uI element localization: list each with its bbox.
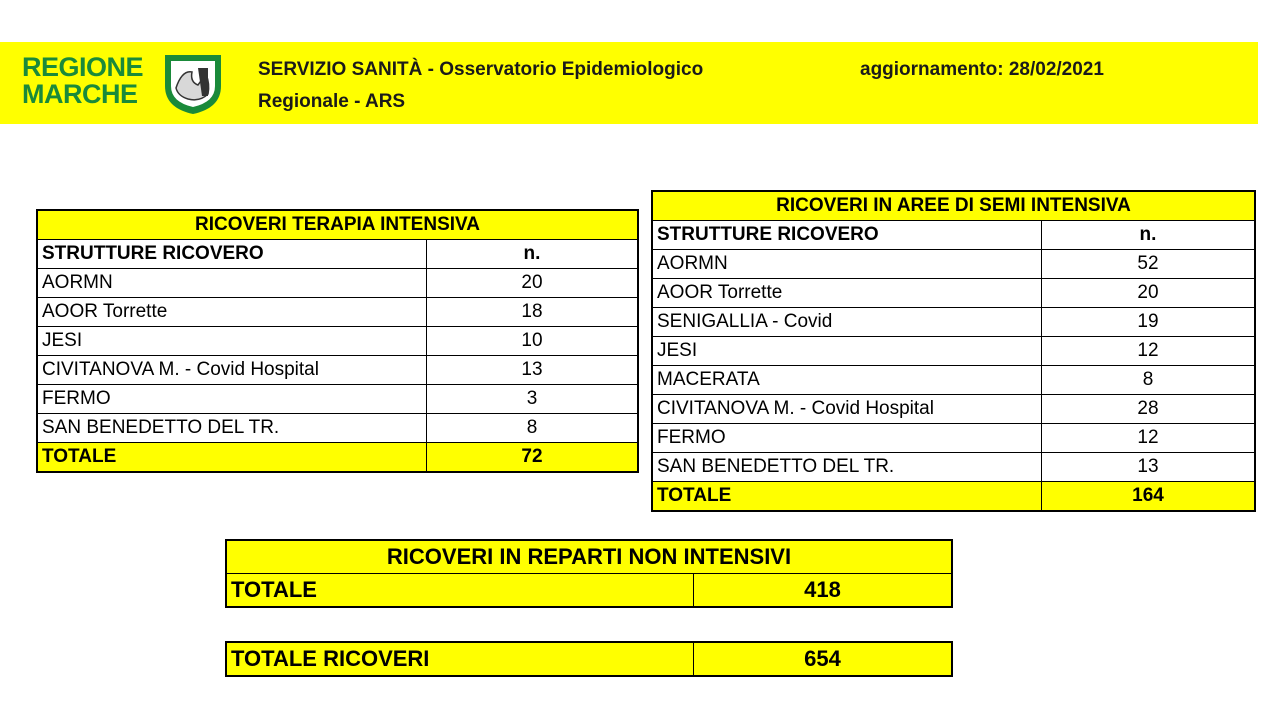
table-row xyxy=(37,414,638,443)
struttura-name: SENIGALLIA - Covid xyxy=(652,308,1042,337)
struttura-count: 28 xyxy=(1042,395,1256,424)
table-row xyxy=(652,424,1255,453)
update-date: aggiornamento: 28/02/2021 xyxy=(860,59,1104,80)
table-row xyxy=(37,385,638,414)
total-row xyxy=(652,482,1255,512)
struttura-count: 20 xyxy=(1042,279,1256,308)
logo-text xyxy=(22,54,143,108)
logo-line2: MARCHE xyxy=(22,79,138,109)
table-row xyxy=(652,366,1255,395)
struttura-name: FERMO xyxy=(37,385,427,414)
struttura-count: 18 xyxy=(427,298,639,327)
total-row xyxy=(226,574,952,608)
struttura-name: CIVITANOVA M. - Covid Hospital xyxy=(37,356,427,385)
struttura-name: AORMN xyxy=(37,269,427,298)
struttura-count: 20 xyxy=(427,269,639,298)
logo-line1: REGIONE xyxy=(22,52,144,82)
col-header-struttura: STRUTTURE RICOVERO xyxy=(652,221,1042,250)
title-line1: SERVIZIO SANITÀ - Osservatorio Epidemiologico xyxy=(258,59,704,80)
total-label: TOTALE xyxy=(652,482,1042,512)
table-title: RICOVERI IN AREE DI SEMI INTENSIVA xyxy=(652,191,1255,221)
shield-emblem-icon xyxy=(162,52,224,116)
table-row xyxy=(37,298,638,327)
struttura-count: 19 xyxy=(1042,308,1256,337)
title-line2: Regionale - ARS xyxy=(258,91,406,112)
totale-ricoveri-table xyxy=(225,641,953,677)
table-row xyxy=(652,395,1255,424)
struttura-count: 8 xyxy=(427,414,639,443)
total-value: 418 xyxy=(694,574,953,608)
table-row xyxy=(652,279,1255,308)
total-label: TOTALE xyxy=(226,574,694,608)
regione-marche-logo xyxy=(22,52,232,116)
struttura-count: 10 xyxy=(427,327,639,356)
table-row xyxy=(37,269,638,298)
struttura-name: CIVITANOVA M. - Covid Hospital xyxy=(652,395,1042,424)
total-label: TOTALE xyxy=(37,443,427,473)
table-row xyxy=(652,308,1255,337)
header-banner xyxy=(0,42,1258,124)
col-header-n: n. xyxy=(427,240,639,269)
table-title: RICOVERI TERAPIA INTENSIVA xyxy=(37,210,638,240)
terapia-intensiva-table xyxy=(36,209,639,473)
col-header-n: n. xyxy=(1042,221,1256,250)
semi-intensiva-table xyxy=(651,190,1256,512)
struttura-name: SAN BENEDETTO DEL TR. xyxy=(652,453,1042,482)
table-row xyxy=(37,327,638,356)
struttura-count: 12 xyxy=(1042,337,1256,366)
grand-total-value: 654 xyxy=(694,642,953,676)
struttura-count: 13 xyxy=(427,356,639,385)
total-value: 164 xyxy=(1042,482,1256,512)
struttura-name: JESI xyxy=(37,327,427,356)
struttura-name: SAN BENEDETTO DEL TR. xyxy=(37,414,427,443)
grand-total-row xyxy=(226,642,952,676)
col-header-struttura: STRUTTURE RICOVERO xyxy=(37,240,427,269)
struttura-count: 8 xyxy=(1042,366,1256,395)
table-row xyxy=(652,250,1255,279)
struttura-name: AOOR Torrette xyxy=(37,298,427,327)
table-title: RICOVERI IN REPARTI NON INTENSIVI xyxy=(226,540,952,574)
table-row xyxy=(37,356,638,385)
struttura-name: AORMN xyxy=(652,250,1042,279)
header-title xyxy=(258,54,818,118)
struttura-name: MACERATA xyxy=(652,366,1042,395)
struttura-name: JESI xyxy=(652,337,1042,366)
non-intensivi-table xyxy=(225,539,953,608)
struttura-name: AOOR Torrette xyxy=(652,279,1042,308)
struttura-name: FERMO xyxy=(652,424,1042,453)
struttura-count: 52 xyxy=(1042,250,1256,279)
struttura-count: 3 xyxy=(427,385,639,414)
total-row xyxy=(37,443,638,473)
grand-total-label: TOTALE RICOVERI xyxy=(226,642,694,676)
struttura-count: 13 xyxy=(1042,453,1256,482)
table-row xyxy=(652,337,1255,366)
struttura-count: 12 xyxy=(1042,424,1256,453)
total-value: 72 xyxy=(427,443,639,473)
table-row xyxy=(652,453,1255,482)
